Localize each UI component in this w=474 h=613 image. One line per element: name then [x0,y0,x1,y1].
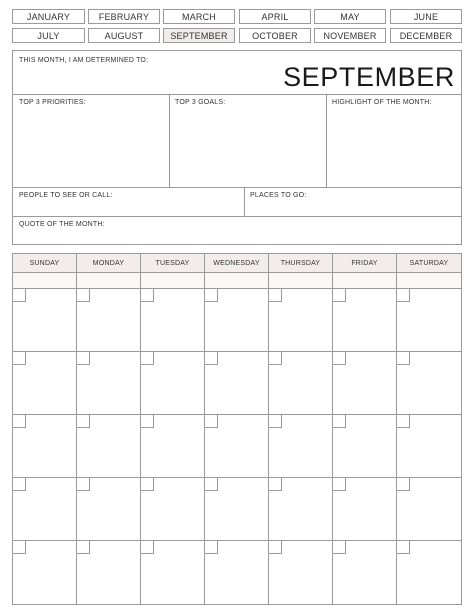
date-number-box[interactable] [141,541,154,554]
date-number-box[interactable] [141,478,154,491]
date-number-box[interactable] [205,415,218,428]
calendar-day-cell[interactable] [13,415,77,478]
calendar-day-cell[interactable] [77,478,141,541]
calendar-day-cell[interactable] [205,415,269,478]
people-label: PEOPLE TO SEE OR CALL: [19,192,113,199]
date-number-box[interactable] [269,289,282,302]
calendar-day-cell[interactable] [141,415,205,478]
month-tab-november[interactable]: NOVEMBER [314,28,386,43]
month-tab-january[interactable]: JANUARY [12,9,85,24]
date-number-box[interactable] [141,415,154,428]
date-number-box[interactable] [205,352,218,365]
day-header-monday: MONDAY [77,254,141,272]
calendar-day-cell[interactable] [205,352,269,415]
day-subheader [397,272,461,289]
calendar-day-cell[interactable] [205,541,269,604]
calendar-day-cell[interactable] [269,541,333,604]
calendar-day-cell[interactable] [269,352,333,415]
calendar-day-cell[interactable] [397,478,461,541]
date-number-box[interactable] [269,478,282,491]
calendar-day-cell[interactable] [13,352,77,415]
calendar-day-cell[interactable] [397,415,461,478]
divider [326,94,327,187]
calendar-day-cell[interactable] [397,289,461,352]
date-number-box[interactable] [77,289,90,302]
month-tab-march[interactable]: MARCH [163,9,235,24]
date-number-box[interactable] [13,352,26,365]
goals-label: TOP 3 GOALS: [175,99,226,106]
quote-label: QUOTE OF THE MONTH: [19,221,105,228]
calendar-day-cell[interactable] [141,541,205,604]
places-label: PLACES TO GO: [250,192,307,199]
month-tab-july[interactable]: JULY [12,28,85,43]
priorities-label: TOP 3 PRIORITIES: [19,99,86,106]
calendar-day-cell[interactable] [13,541,77,604]
date-number-box[interactable] [141,289,154,302]
calendar-day-cell[interactable] [397,352,461,415]
day-subheader [269,272,333,289]
date-number-box[interactable] [205,541,218,554]
day-subheader [141,272,205,289]
calendar-day-cell[interactable] [397,541,461,604]
date-number-box[interactable] [397,289,410,302]
date-number-box[interactable] [77,415,90,428]
date-number-box[interactable] [205,478,218,491]
calendar-day-cell[interactable] [141,478,205,541]
determined-label: THIS MONTH, I AM DETERMINED TO: [19,57,149,64]
month-tab-june[interactable]: JUNE [390,9,462,24]
day-header-wednesday: WEDNESDAY [205,254,269,272]
highlight-label: HIGHLIGHT OF THE MONTH: [332,99,432,106]
day-header-friday: FRIDAY [333,254,397,272]
calendar-day-cell[interactable] [77,352,141,415]
calendar-grid [12,253,462,605]
month-title: SEPTEMBER [283,62,455,92]
day-header-sunday: SUNDAY [13,254,77,272]
date-number-box[interactable] [141,352,154,365]
month-tab-december[interactable]: DECEMBER [390,28,462,43]
calendar-day-cell[interactable] [269,289,333,352]
calendar-day-cell[interactable] [269,415,333,478]
date-number-box[interactable] [77,541,90,554]
calendar-day-cell[interactable] [13,478,77,541]
calendar-day-cell[interactable] [333,289,397,352]
date-number-box[interactable] [13,415,26,428]
month-tab-may[interactable]: MAY [314,9,386,24]
calendar-day-cell[interactable] [333,352,397,415]
divider [13,216,461,217]
month-tab-september[interactable]: SEPTEMBER [163,28,235,43]
date-number-box[interactable] [333,541,346,554]
day-subheader [13,272,77,289]
date-number-box[interactable] [333,289,346,302]
calendar-day-cell[interactable] [333,478,397,541]
date-number-box[interactable] [77,478,90,491]
calendar-day-cell[interactable] [205,478,269,541]
calendar-day-cell[interactable] [141,289,205,352]
date-number-box[interactable] [397,478,410,491]
date-number-box[interactable] [397,541,410,554]
calendar-day-cell[interactable] [333,541,397,604]
calendar-day-cell[interactable] [141,352,205,415]
day-header-saturday: SATURDAY [397,254,461,272]
date-number-box[interactable] [13,541,26,554]
month-tab-october[interactable]: OCTOBER [239,28,311,43]
date-number-box[interactable] [397,352,410,365]
calendar-day-cell[interactable] [269,478,333,541]
divider [244,187,245,216]
day-subheader [333,272,397,289]
date-number-box[interactable] [269,541,282,554]
divider [13,94,461,95]
calendar-day-cell[interactable] [333,415,397,478]
date-number-box[interactable] [333,415,346,428]
calendar-day-cell[interactable] [77,289,141,352]
divider [169,94,170,187]
month-tab-august[interactable]: AUGUST [88,28,160,43]
date-number-box[interactable] [13,289,26,302]
day-header-thursday: THURSDAY [269,254,333,272]
date-number-box[interactable] [77,352,90,365]
day-subheader [205,272,269,289]
date-number-box[interactable] [205,289,218,302]
date-number-box[interactable] [333,478,346,491]
day-header-tuesday: TUESDAY [141,254,205,272]
date-number-box[interactable] [269,415,282,428]
month-tab-february[interactable]: FEBRUARY [88,9,160,24]
date-number-box[interactable] [13,478,26,491]
day-subheader [77,272,141,289]
date-number-box[interactable] [333,352,346,365]
calendar-day-cell[interactable] [77,541,141,604]
date-number-box[interactable] [269,352,282,365]
calendar-day-cell[interactable] [13,289,77,352]
month-tab-april[interactable]: APRIL [239,9,311,24]
planner-panel [12,50,462,245]
calendar-day-cell[interactable] [77,415,141,478]
date-number-box[interactable] [397,415,410,428]
divider [13,187,461,188]
calendar-day-cell[interactable] [205,289,269,352]
